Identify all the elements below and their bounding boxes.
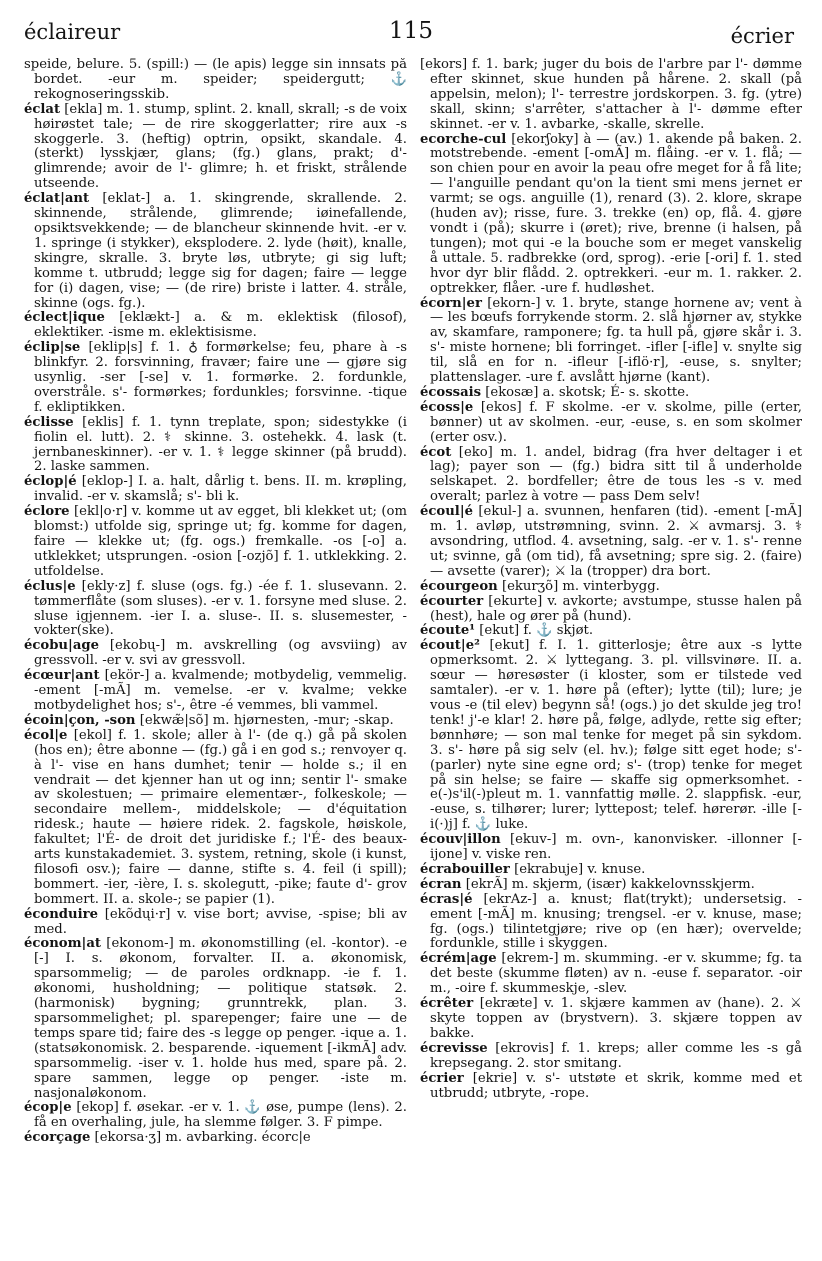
dictionary-entry [420, 1042, 802, 1072]
entry-definition: [ekul-] a. svunnen, henfaren (tid). -ement [-mÃ] m. 1. avløp, utstrømning, svinn. 2. ⚔ avmarsj. 3. ⚕ avsondring, utflod. 4. avsetning, salg. -er v. 1. s'- renne ut; svinne, gå (om tid), få avsetning; spre sig. 2. (faire) — avsette (varer); ⚔ la (tropper) dra bort. [430, 504, 802, 579]
entry-definition: speide, belure. 5. (spill:) — (le apis) legge sin innsats på bordet. -eur m. speider; speidergutt; ⚓ rekognoseringsskib. [24, 58, 407, 102]
headword: écrém|age [420, 951, 497, 967]
dictionary-entry [420, 580, 802, 595]
entry-definition: [eklis] f. 1. tynn treplate, spon; sidestykke (i fiolin el. lutt). 2. ⚕ skinne. 3. ostehekk. 4. lask (t. jernbaneskinner). -er v. 1. ⚕ legge skinner (på brudd). 2. laske sammen. [34, 414, 407, 475]
entry-definition: [ekrovis] f. 1. kreps; aller comme les -s gå krepsegang. 2. stor smitang. [430, 1040, 802, 1071]
dictionary-entry [420, 952, 802, 997]
entry-definition: [ekrAz-] a. knust; flat(trykt); undersetsig. -ement [-mÃ] m. knusing; trengsel. -er v. knuse, mase; fg. (ogs.) tilintetgjøre; rive op (en hær); overvelde; fordunkle, stille i skyggen. [430, 891, 802, 952]
left-column [24, 58, 407, 1256]
entry-definition: [ekla] m. 1. stump, splint. 2. knall, skrall; -s de voix høirøstet tale; — de rire skoggerlatter; rire aux -s skoggerle. 3. (heftig) optrin, opsikt, skandale. 4. (sterkt) lysskjær, glans; (fg.) glans, prakt; d'- glimrende; avoir de l'- glimre; h. et friskt, strålende utseende. [34, 101, 407, 192]
dictionary-entry [420, 893, 802, 953]
dictionary-entry [24, 908, 407, 938]
dictionary-entry [24, 669, 407, 714]
headword: économ|at [24, 936, 101, 952]
entry-definition: [ekuv-] m. ovn-, kanonvisker. -illonner [-ijone] v. viske ren. [430, 832, 802, 863]
right-guide-word: écrier [730, 24, 794, 48]
headword: écoss|e [420, 399, 474, 415]
entry-definition: [eklat-] a. 1. skingrende, skrallende. 2. skinnende, strålende, glimrende; iøinefallende, opsiktsvekkende; — de blancheur skinnende hvit. -er v. 1. springe (i stykker), eksplodere. 2. lyde (høit), knalle, skingre, skralle. 3. bryte løs, utbryte; gi sig luft; komme t. utbrudd; legge sig for dagen; faire — legge for (i) dagen, vise; — (de rire) briste i latter. 4. stråle, skinne (ogs. fg.). [34, 191, 407, 311]
headword: éconduire [24, 906, 98, 922]
entry-definition: [eklop-] I. a. halt, dårlig t. bens. II. m. krøpling, invalid. -er v. skamslå; s'- bli k. [34, 474, 407, 505]
headword: éclisse [24, 414, 74, 430]
dictionary-entry [420, 386, 802, 401]
dictionary-entry [24, 937, 407, 1101]
headword: écourter [420, 593, 484, 609]
entry-definition: [ekurte] v. avkorte; avstumpe, stusse halen på (hest), hale og ører på (hund). [430, 593, 802, 624]
headword: écouv|illon [420, 832, 501, 848]
headword: ecorche-cul [420, 131, 507, 147]
headword: écoute¹ [420, 623, 476, 639]
page-header [24, 16, 798, 56]
dictionary-entry [24, 639, 407, 669]
headword: écourgeon [420, 578, 498, 594]
entry-definition: [ekol] f. 1. skole; aller à l'- (de q.) gå på skolen (hos en); être abonne — (fg.) gå i en god s.; renvoyer q. à l'- vise en hans dumhet; tenir — holde s.; il en vendrait — det kjenner han ut og inn; sentir l'- smake av skolestuen; — primaire elementær-, folkeskole; — secondaire mellem-, middelskole; — d'équitation ridesk.; haute — høiere ridek. 2. fagskole, høiskole, fakultet; l'É- de droit det juridiske f.; l'É- des beaux-arts kunstakademiet. 3. system, retning, skole (i kunst, filosofi osv.); faire — danne, stifte s. 4. feil (i spill); bommert. -ier, -ière, I. s. skolegutt, -pike; faute d'- grov bommert. II. a. skole-; se papier (1). [34, 727, 407, 907]
headword: écœur|ant [24, 668, 100, 684]
dictionary-entry [420, 1072, 802, 1102]
dictionary-entry [24, 729, 407, 908]
headword: écoin|çon, -son [24, 712, 136, 728]
dictionary-entry [420, 297, 802, 386]
entry-definition: [ekrabuje] v. knuse. [509, 861, 646, 877]
headword: éclat [24, 101, 61, 117]
dictionary-entry [24, 580, 407, 640]
headword: écossais [420, 384, 482, 400]
entry-definition: [ekõdųi·r] v. vise bort; avvise, -spise; bli av med. [34, 906, 407, 937]
dictionary-entry [420, 401, 802, 446]
dictionary-entry [24, 58, 407, 103]
entry-definition: [ekurʒõ] m. vinterbygg. [497, 578, 660, 594]
entry-definition: [ekut] f. ⚓ skjøt. [475, 623, 594, 639]
dictionary-entry [24, 1101, 407, 1131]
entry-definition: [ekwæ̃|sõ] m. hjørnesten, -mur; -skap. [135, 712, 394, 728]
headword: écras|é [420, 891, 473, 907]
headword: écorn|er [420, 295, 482, 311]
headword: écorçage [24, 1130, 91, 1146]
entry-definition: [ekos] f. F skolme. -er v. skolme, pille (erter, bønner) ut av skolmen. -eur, -euse, s. en som skolmer (erter osv.). [430, 399, 802, 445]
dictionary-entry [24, 341, 407, 416]
headword: éclect|ique [24, 310, 105, 326]
dictionary-entry [420, 833, 802, 863]
headword: écot [420, 444, 452, 460]
headword: écrier [420, 1070, 464, 1086]
dictionary-entry [24, 505, 407, 580]
entry-definition: [eko] m. 1. andel, bidrag (fra hver deltager i et lag); payer son — (fg.) bidra sitt til å underholde selskapet. 2. bordfeller; être de tous les -s v. med overalt; parlez à votre — pass Dem selv! [430, 444, 802, 505]
right-column [420, 58, 802, 1256]
dictionary-entry [420, 446, 802, 506]
dictionary-entry [420, 505, 802, 580]
left-guide-word: éclaireur [24, 20, 121, 44]
entry-definition: [ekosæ] a. skotsk; É- s. skotte. [481, 384, 690, 400]
entry-definition: [ekrÃ] m. skjerm, (især) kakkelovnsskjerm. [461, 876, 755, 892]
entry-definition: [eklækt-] a. & m. eklektisk (filosof), eklektiker. -isme m. eklektisisme. [34, 310, 407, 341]
entry-definition: [ekrie] v. s'- utstøte et skrik, komme med et utbrudd; utbryte, -rope. [430, 1070, 802, 1101]
dictionary-entry [420, 639, 802, 833]
entry-definition: [ekop] f. øsekar. -er v. 1. ⚓ øse, pumpe (lens). 2. få en overhaling, jule, ha slemme følger. 3. F pimpe. [34, 1100, 407, 1131]
entry-definition: [ekorn-] v. 1. bryte, stange hornene av; vent à — les bœufs forrykende storm. 2. slå hjørner av, stykke av, skamfare, ramponere; fg. ta hull på, gjøre skår i. 3. s'- miste hornene; bli forringet. -ifler [-ifle] v. snylte sig til, slå en for n. -ifleur [-iflö·r], -euse, s. snylter; plattenslager. -ure f. avslått hjørne (kant). [430, 295, 802, 386]
dictionary-entry [24, 103, 407, 192]
headword: éclat|ant [24, 191, 90, 207]
headword: écop|e [24, 1100, 72, 1116]
entry-definition: [ekors] f. 1. bark; juger du bois de l'arbre par l'- dømme efter skinnet, skue hunden på hårene. 2. skall (på appelsin, melon); l'- terrestre jordskorpen. 3. fg. (ytre) skall, skinn; s'arrêter, s'attacher à l'- dømme efter skinnet. -er v. 1. avbarke, -skalle, skrelle. [420, 58, 802, 132]
dictionary-entry [24, 416, 407, 476]
entry-definition: [ekorsa·ʒ] m. avbarking. écorc|e [90, 1130, 311, 1146]
headword: éclop|é [24, 474, 77, 490]
headword: écol|e [24, 727, 68, 743]
headword: écout|e² [420, 638, 480, 654]
headword: éclus|e [24, 578, 76, 594]
entry-definition: [ekonom-] m. økonomstilling (el. -kontor). -e [-] I. s. økonom, forvalter. II. a. økonomisk, sparsommelig; — de paroles ordknapp. -ie f. 1. økonomi, husholdning; — politique statsøk. 2. (harmonisk) bygning; grunntrekk, plan. 3. sparsommelighet; pl. sparepenger; faire une — de temps spare tid; faire des -s legge op penger. -ique a. 1. (statsøkonomisk. 2. besparende. -iquement [-ikmÃ] adv. sparsommelig. -iser v. 1. holde hus med, spare på. 2. spare sammen, legge op penger. -iste m. nasjonaløkonom. [34, 936, 407, 1101]
entry-definition: [ekobų-] m. avskrelling (og avsviing) av gressvoll. -er v. svi av gressvoll. [34, 638, 407, 669]
entry-definition: [ekræte] v. 1. skjære kammen av (hane). 2. ⚔ skyte toppen av (brystvern). 3. skjære toppen av bakke. [430, 996, 802, 1041]
headword: écrabouiller [420, 861, 510, 877]
dictionary-entry [420, 997, 802, 1042]
dictionary-entry [24, 1131, 407, 1146]
dictionary-entry [420, 878, 802, 893]
headword: éclore [24, 504, 70, 520]
headword: écran [420, 876, 462, 892]
entry-definition: [ekorʃoky] à — (av.) 1. akende på baken. 2. motstrebende. -ement [-omÃ] m. flåing. -er v. 1. flå; — son chien pour en avoir la peau ofre meget for å få lite; — l'anguille pendant qu'on la tient smi mens jernet er varmt; se ogs. anguille (1), renard (3). 2. klore, skrape (huden av); risse, fure. 3. trekke (en) op, flå. 4. gjøre vondt i (på); skurre i (øret); rive, brenne (i halsen, på tungen); mot qui -e la bouche som er meget vanskelig å uttale. 5. radbrekke (ord, sprog). -erie [-ori] f. 1. sted hvor dyr blir flådd. 2. optrekkeri. -eur m. 1. rakker. 2. optrekker, flåer. -ure f. hudløshet. [430, 131, 802, 296]
headword: écobu|age [24, 638, 99, 654]
headword: écrêter [420, 996, 474, 1012]
entry-definition: [eklip|s] f. 1. ♁ formørkelse; feu, phare à -s blinkfyr. 2. forsvinning, fravær; faire une — gjøre sig usynlig. -ser [-se] v. 1. formørke. 2. fordunkle, overstråle. s'- formørkes; fordunkles; forsvinne. -tique f. ekliptikken. [34, 340, 407, 415]
dictionary-entry [24, 192, 407, 311]
dictionary-entry [420, 624, 802, 639]
dictionary-entry [420, 863, 802, 878]
headword: écrevisse [420, 1040, 488, 1056]
dictionary-entry [24, 475, 407, 505]
dictionary-entry [420, 133, 802, 297]
entry-definition: [ekl|o·r] v. komme ut av egget, bli klekket ut; (om blomst:) utfolde sig, springe ut; fg. komme for dagen, faire — klekke ut; (fg. ogs.) fremkalle. -os [-o] a. utklekket; utsprungen. -osion [-ozjõ] f. 1. utklekking. 2. utfoldelse. [34, 504, 407, 579]
dictionary-entry [420, 58, 802, 133]
entry-definition: [ekrem-] m. skumming. -er v. skumme; fg. ta det beste (skumme fløten) av n. -euse f. separator. -oir m., -oire f. skummeskje, -slev. [430, 951, 802, 997]
entry-definition: [ekly·z] f. sluse (ogs. fg.) -ée f. 1. slusevann. 2. tømmerflåte (som sluses). -er v. 1. forsyne med sluse. 2. sluse igjennem. -ier I. a. sluse-. II. s. slusemester, -vokter(ske). [34, 578, 407, 639]
dictionary-entry [24, 714, 407, 729]
headword: écoul|é [420, 504, 474, 520]
headword: éclip|se [24, 340, 81, 356]
dictionary-entry [24, 311, 407, 341]
page-number: 115 [389, 18, 433, 44]
entry-definition: [ekut] f. I. 1. gitterlosje; être aux -s lytte opmerksomt. 2. ⚔ lyttegang. 3. pl. villsvinøre. II. a. sœur — høresøster (i kloster, som er tilstede ved samtaler). -er v. 1. høre på (efter); lytte (til); lure; je vous -e (til elev) begynn så! (ogs.) jo det skulde jeg tro! tenk! j'-e klar! 2. høre på, følge, adlyde, rette sig efter; bønnhøre; — son mal tenke for meget på sin sykdom. 3. s'- høre på sig selv (el. hv.); følge sitt eget hode; s'- (parler) nyte sine egne ord; s'- (trop) tenke for meget på sin helse; se faire — skaffe sig opmerksomhet. -e(-)s'il(-)pleut m. 1. vannfattig mølle. 2. slappfisk. -eur, -euse, s. tilhører; lurer; lyttepost; telef. hørerør. -ille [-i(·)j] f. ⚓ luke. [430, 638, 802, 833]
entry-definition: [ekör-] a. kvalmende; motbydelig, vemmelig. -ement [-mÃ] m. vemelse. -er v. kvalme; vekke motbydelighet hos; s'-, être -é vemmes, bli vammel. [34, 668, 407, 713]
dictionary-entry [420, 595, 802, 625]
